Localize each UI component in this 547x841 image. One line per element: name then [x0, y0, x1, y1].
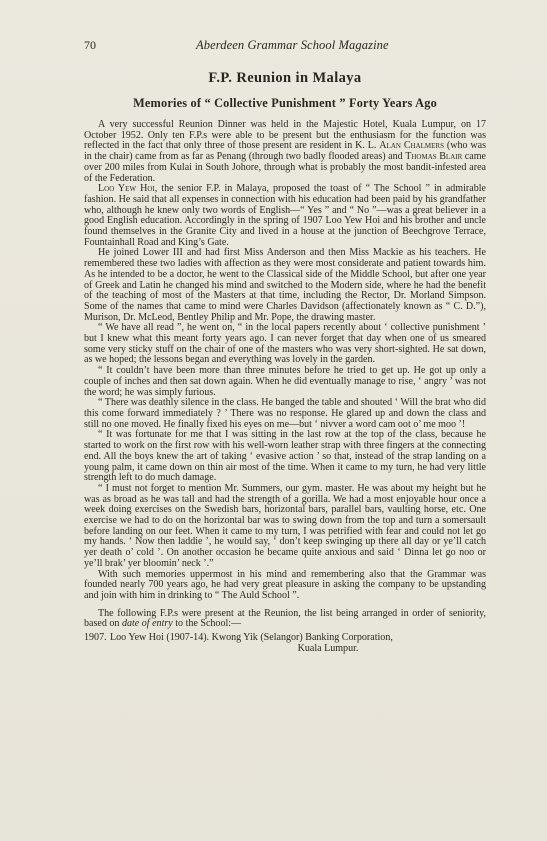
emphasis-text: date of entry: [121, 618, 173, 630]
running-head: [84, 38, 486, 58]
person-name: Thomas Blair: [405, 151, 463, 163]
paragraph-text: (who was in the chair) came from as far as Penang (through two badly flooded areas) and: [84, 140, 486, 163]
article-title: F.P. Reunion in Malaya: [208, 70, 362, 86]
article-subtitle: Memories of “ Collective Punishment ” Forty Years Ago: [133, 96, 437, 110]
page-number: 70: [84, 38, 96, 52]
paragraph-text: to the School:—: [172, 618, 242, 630]
attendee-line: Loo Yew Hoi (1907-14). Kwong Yik (Selangor) Banking Corporation,: [110, 632, 393, 644]
paragraph-tried-to-get-up: “ It couldn’t have been more than three minutes before he tried to get up. He got up only a couple of inches and then sat down again. When he did eventually manage to rise, ‘ angry ’ was not the word; he was simply furious.: [84, 365, 486, 398]
paragraph-deathly-silence: “ There was deathly silence in the class. He banged the table and shouted ‘ Will the brat who did this come forward immediately ? ’ There was no response. He glared up and down the class and still no one moved. He finally fixed his eyes on me—but ‘ nivver a word cam oot o’ me moo ’!: [84, 397, 486, 430]
paragraph-toast: [84, 184, 486, 248]
paragraph-auld-school: With such memories uppermost in his mind and remembering also that the Grammar was founded nearly 700 years ago, he had very great pleasure in asking the company to be upstanding and join with him in drinking to “ The Auld School ”.: [84, 568, 486, 601]
paragraph-strap: “ It was fortunate for me that I was sitting in the last row at the top of the class, because he started to work on the first row with his well-worn leather strap with three fingers at the connecting end. All the boys knew the art of taking ‘ evasive action ’ so that, instead of the strap landing on a young palm, it came down on thin air most of the time. When it came to my turn, he had very little strength left to do much damage.: [84, 429, 486, 484]
attendee-entry: [84, 633, 486, 654]
paragraph-collective-punishment: “ We have all read ”, he went on, “ in the local papers recently about ‘ collective punishment ’ but I knew what this meant forty years ago. I can never forget that day when one of us smeared some very sticky stuff on the chair of one of the masters who was very short-sighted. He sat down, as we hoped; the lessons began and everything was lovely in the garden.: [84, 322, 486, 366]
paragraph-reunion-dinner: [84, 120, 486, 184]
attendee-details: [110, 633, 486, 654]
paragraph-text: The following F.P.s were present at the Reunion, the list being arranged in order of seniority, based on: [84, 607, 486, 630]
paragraph-text: , the senior F.P. in Malaya, proposed the toast of “ The School ” in admirable fashion. He said that all expenses in connection with his education had been paid by his grandfather who, although he knew only two words of English—“ Yes ” and “ No ”—was a great believer in a good English education. Accordingly in the spring of 1907 Loo Yew Hoi and his brother and uncle found themselves in the Granite City and lived in a house at the junction of Beechgrove Terrace, Fountainhall Road and King’s Gate.: [84, 183, 486, 248]
paragraph-text: came over 200 miles from Kulai in South Johore, through what is probably the most bandit-infested area of the Federation.: [84, 151, 486, 184]
paragraph-gym-master: “ I must not forget to mention Mr. Summers, our gym. master. He was about my height but he was as broad as he was tall and had the strength of a gorilla. We had a most enjoyable hour once a week doing exercises on the Swedish bars, horizontal bars, parallel bars, vaulting horse, etc. One exercise we had to do on the horizontal bar was to swing down from the top and turn a somersault before landing on our feet. When it came to my turn, I was petrified with fear and could not let go my hands. ‘ Now then laddie ’, he would say, ‘ don’t keep swinging up there all day or ye’ll catch yer death o’ cold ’. On another occasion he became quite anxious and said ‘ Dinna let go noo or ye’ll brak’ yer bloomin’ neck ’.”: [84, 482, 486, 569]
paragraph-attendee-intro: [84, 609, 486, 630]
article-body: [84, 120, 486, 630]
attendee-year: 1907.: [84, 632, 107, 644]
person-name: Alan Chalmers: [379, 140, 444, 152]
attendee-location: Kuala Lumpur.: [297, 642, 359, 654]
person-name: Loo Yew Hoi: [98, 183, 155, 195]
paragraph-text: A very successful Reunion Dinner was held in the Majestic Hotel, Kuala Lumpur, on 17 October 1952. Only ten F.P.s were able to be present but the enthusiasm for the function was reflected in the fact that only three of those present are resident in K. L.: [84, 119, 486, 152]
paragraph-teachers: He joined Lower III and had first Miss Anderson and then Miss Mackie as his teachers. He remembered these two ladies with affection as they were most considerate and patient towards him. As he intended to be a doctor, he went to the Classical side of the Middle School, but after one year of Greek and Latin he changed his mind and switched to the Modern side, where he had the benefit of the teaching of most of the Masters at that time, including the Rector, Dr. Morland Simpson. Some of the names that came to mind were Charles Davidson (affectionately known as “ C. D.”), Murison, Dr. McLeod, Bentley Philip and Mr. Pope, the drawing master.: [84, 247, 486, 323]
journal-title: Aberdeen Grammar School Magazine: [196, 38, 389, 52]
